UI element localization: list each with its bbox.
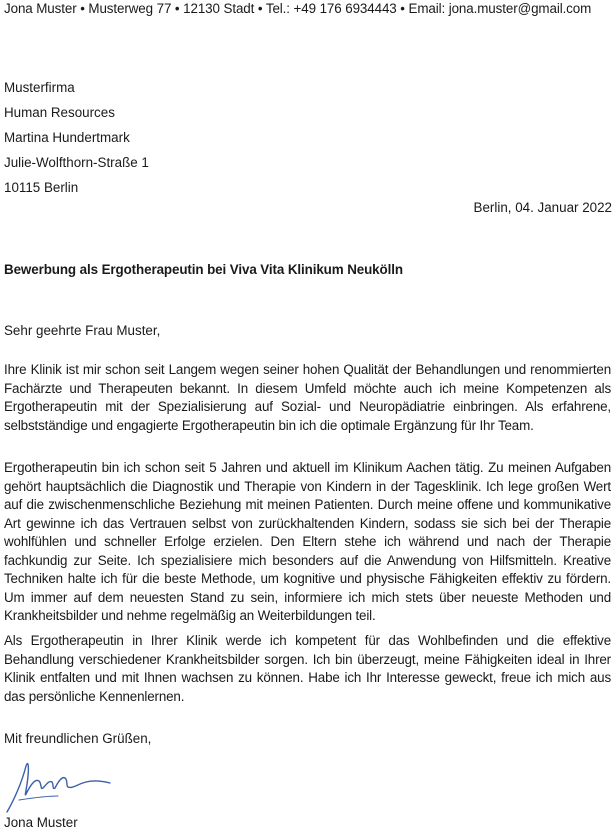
letter-subject: Bewerbung als Ergotherapeutin bei Viva Vita Klinikum Neukölln xyxy=(4,262,403,277)
sender-contact-line: Jona Muster • Musterweg 77 • 12130 Stadt • Tel.: +49 176 6934443 • Email: jona.muster@gmail.com xyxy=(4,1,592,16)
salutation: Sehr geehrte Frau Muster, xyxy=(4,323,161,338)
body-paragraph-2: Ergotherapeutin bin ich schon seit 5 Jahren und aktuell im Klinikum Aachen tätig. Zu meinen Aufgaben gehört hauptsächlich die Diagnostik und Therapie von Kindern in der Tagesklinik. Ich lege großen Wert auf die zwischenmenschliche Beziehung mit meinen Patienten. Durch meine offene und kommunikative Art gewinne ich das Vertrauen selbst von zurückhaltenden Kindern, sodass sie sich bei der Therapie wohlfühlen und schneller Erfolge erzielen. Den Eltern stehe ich während und nach der Therapie fachkundig zur Seite. Ich spezialisiere mich besonders auf die Anwendung von Hilfsmitteln. Kreative Techniken halte ich für die beste Methode, um kognitive und physische Fähigkeiten effektiv zu fördern. Um immer auf dem neuesten Stand zu sein, informiere ich mich stets über neueste Methoden und Krankheitsbilder und nehme regelmäßig an Weiterbildungen teil. xyxy=(4,460,611,623)
closing-phrase: Mit freundlichen Grüßen, xyxy=(4,731,152,746)
recipient-city: 10115 Berlin xyxy=(4,180,79,195)
signature-stroke xyxy=(7,764,110,812)
signature-underline xyxy=(19,796,58,800)
recipient-contact: Martina Hundertmark xyxy=(4,130,130,145)
body-paragraph-1: Ihre Klinik ist mir schon seit Langem wegen seiner hohen Qualität der Behandlungen und renommierten Fachärzte und Therapeuten bekannt. In diesem Umfeld möchte auch ich meine Kompetenzen als Ergotherapeutin mit der Spezialisierung auf Sozial- und Neuropädiatrie einbringen. Als erfahrene, selbstständige und engagierte Ergotherapeutin bin ich die optimale Ergänzung für Ihr Team. xyxy=(4,362,611,433)
recipient-company: Musterfirma xyxy=(4,80,75,95)
letter-date: Berlin, 04. Januar 2022 xyxy=(473,200,612,215)
body-paragraph-3: Als Ergotherapeutin in Ihrer Klinik werde ich kompetent für das Wohlbefinden und die effektive Behandlung verschiedener Krankheitsbilder sorgen. Ich bin überzeugt, meine Fähigkeiten ideal in Ihrer Klinik entfalten und mit Ihnen wachsen zu können. Habe ich Ihr Interesse geweckt, freue ich mich aus das persönliche Kennenlernen. xyxy=(4,633,611,704)
recipient-address-block xyxy=(4,75,149,200)
recipient-department: Human Resources xyxy=(4,105,115,120)
handwritten-signature xyxy=(2,760,112,814)
signer-name: Jona Muster xyxy=(4,815,78,830)
recipient-street: Julie-Wolfthorn-Straße 1 xyxy=(4,155,149,170)
